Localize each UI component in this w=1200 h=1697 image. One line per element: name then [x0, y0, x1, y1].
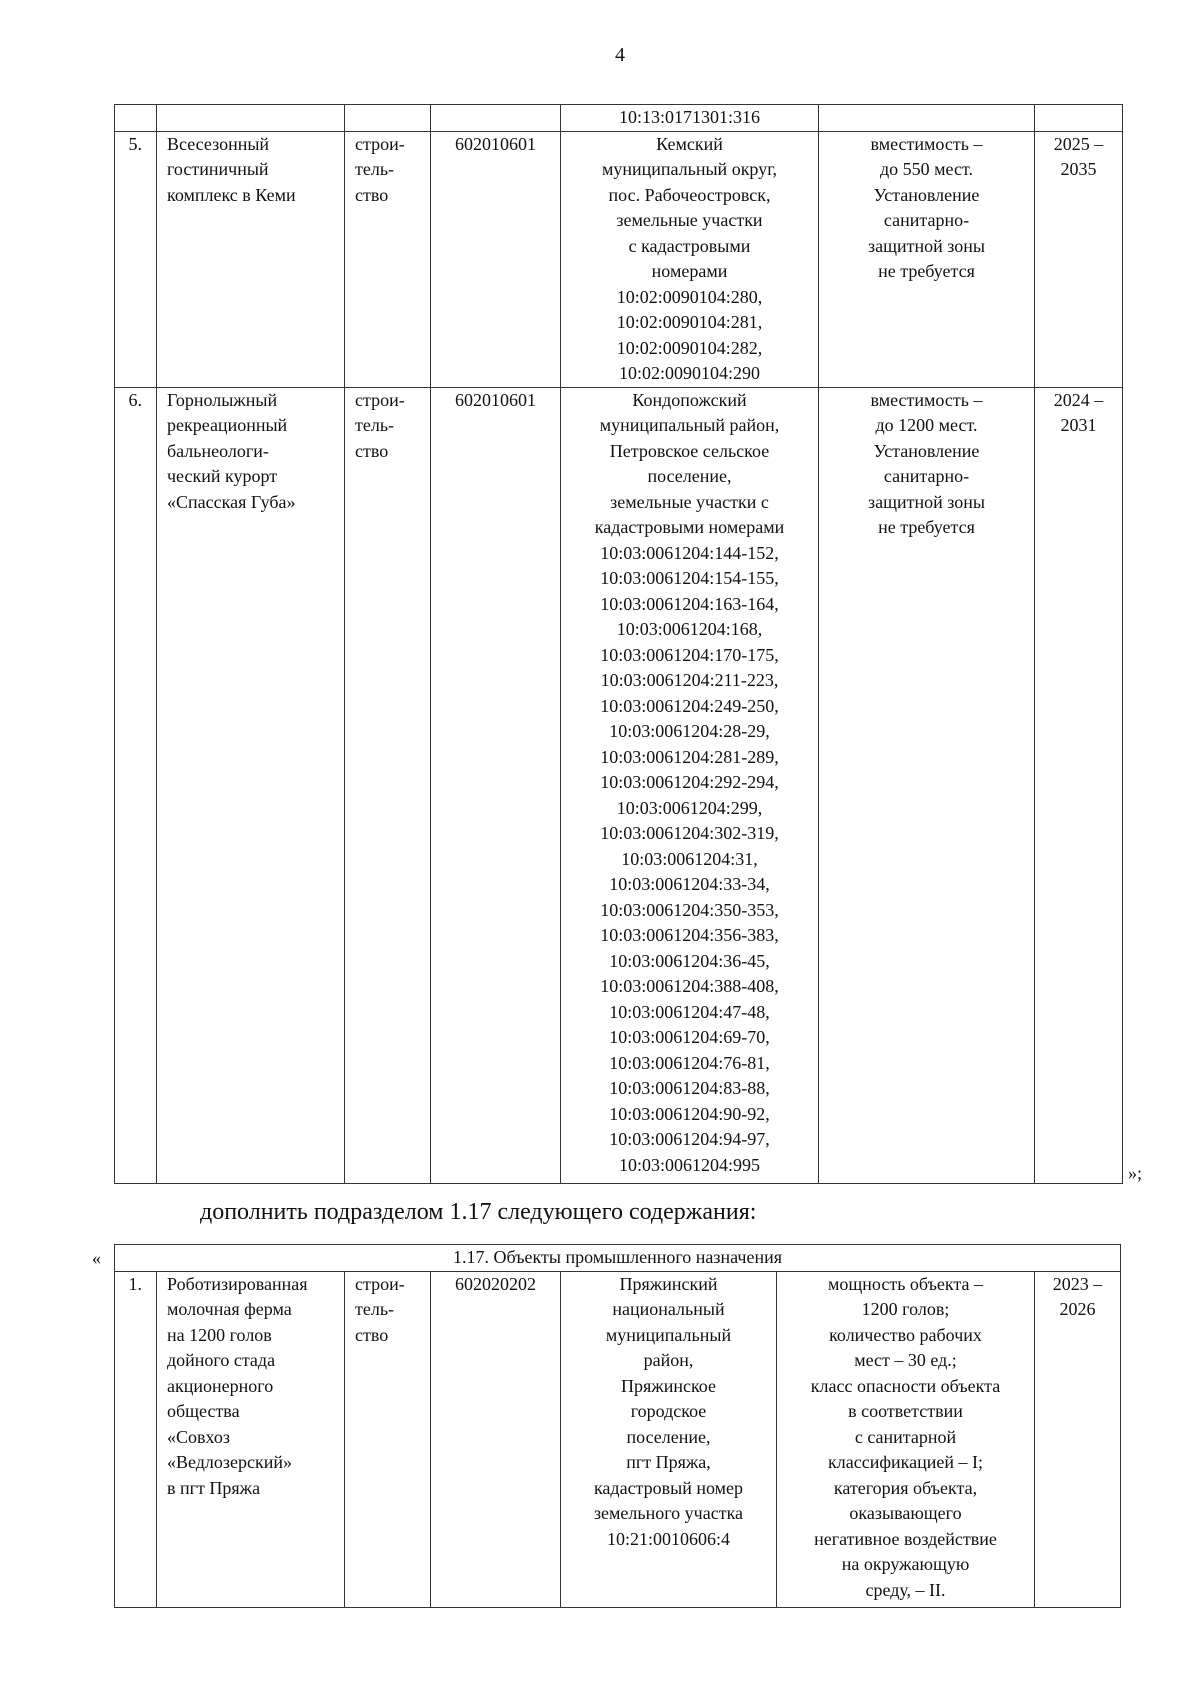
objects-table-continued	[114, 104, 1123, 1184]
cell-num	[115, 105, 157, 132]
cell-num: 5.	[115, 131, 157, 387]
cell-code: 602010601	[431, 131, 561, 387]
cell-code: 602020202	[431, 1271, 561, 1607]
industrial-objects-table	[114, 1244, 1121, 1608]
cell-period: 2025 – 2035	[1035, 131, 1123, 387]
cell-type: строи- тель- ство	[345, 1271, 431, 1607]
cell-characteristics: вместимость – до 1200 мест. Установление санитарно- защитной зоны не требуется	[819, 387, 1035, 1183]
table-row	[115, 387, 1123, 1183]
page-number: 4	[615, 44, 625, 66]
cell-period	[1035, 105, 1123, 132]
cell-name: Горнолыжный рекреационный бальнеологи- ческий курорт «Спасская Губа»	[157, 387, 345, 1183]
cell-period: 2023 – 2026	[1035, 1271, 1121, 1607]
amendment-instruction: дополнить подразделом 1.17 следующего содержания:	[200, 1199, 757, 1225]
cell-name: Всесезонный гостиничный комплекс в Кеми	[157, 131, 345, 387]
cell-code	[431, 105, 561, 132]
cell-characteristics	[819, 105, 1035, 132]
cell-code: 602010601	[431, 387, 561, 1183]
cell-period: 2024 – 2031	[1035, 387, 1123, 1183]
table-row-continuation	[115, 105, 1123, 132]
cell-num: 6.	[115, 387, 157, 1183]
section-title: 1.17. Объекты промышленного назначения	[115, 1245, 1121, 1272]
cell-location: Кемский муниципальный округ, пос. Рабочеостровск, земельные участки с кадастровыми номерами 10:02:0090104:280, 10:02:0090104:281, 10:02:0090104:282, 10:02:0090104:290	[561, 131, 819, 387]
cell-location: 10:13:0171301:316	[561, 105, 819, 132]
table-row	[115, 1271, 1121, 1607]
table-row	[115, 131, 1123, 387]
closing-quote-mark: »;	[1128, 1163, 1143, 1183]
cell-location: Кондопожский муниципальный район, Петровское сельское поселение, земельные участки с кадастровыми номерами 10:03:0061204:144-152, 10:03:0061204:154-155, 10:03:0061204:163-164, 10:03:0061204:168, 10:03:0061204:170-175, 10:03:0061204:211-223, 10:03:0061204:249-250, 10:03:0061204:28-29, 10:03:0061204:281-289, 10:03:0061204:292-294, 10:03:0061204:299, 10:03:0061204:302-319, 10:03:0061204:31, 10:03:0061204:33-34, 10:03:0061204:350-353, 10:03:0061204:356-383, 10:03:0061204:36-45, 10:03:0061204:388-408, 10:03:0061204:47-48, 10:03:0061204:69-70, 10:03:0061204:76-81, 10:03:0061204:83-88, 10:03:0061204:90-92, 10:03:0061204:94-97, 10:03:0061204:995	[561, 387, 819, 1183]
cell-characteristics: мощность объекта – 1200 голов; количество рабочих мест – 30 ед.; класс опасности объекта в соответствии с санитарной классификацией – I; категория объекта, оказывающего негативное воздействие на окружающую среду, – II.	[777, 1271, 1035, 1607]
cell-name: Роботизированная молочная ферма на 1200 голов дойного стада акционерного общества «Совхоз «Ведлозерский» в пгт Пряжа	[157, 1271, 345, 1607]
cell-characteristics: вместимость – до 550 мест. Установление санитарно- защитной зоны не требуется	[819, 131, 1035, 387]
section-title-row	[115, 1245, 1121, 1272]
cell-name	[157, 105, 345, 132]
cell-location: Пряжинский национальный муниципальный район, Пряжинское городское поселение, пгт Пряжа, кадастровый номер земельного участка 10:21:0010606:4	[561, 1271, 777, 1607]
opening-quote-mark: «	[92, 1248, 101, 1268]
cell-type: строи- тель- ство	[345, 387, 431, 1183]
cell-type	[345, 105, 431, 132]
cell-type: строи- тель- ство	[345, 131, 431, 387]
cell-num: 1.	[115, 1271, 157, 1607]
